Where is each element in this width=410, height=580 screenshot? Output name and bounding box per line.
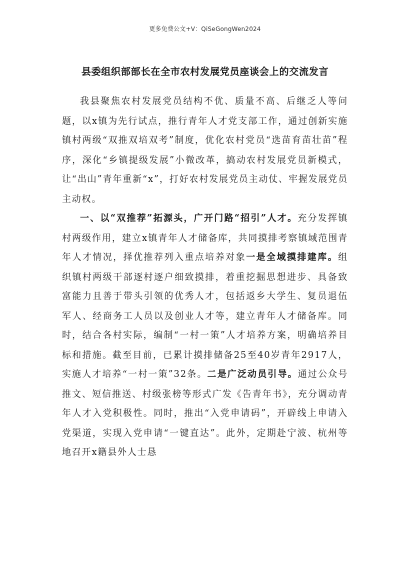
section-1-paragraph bbox=[62, 210, 348, 464]
section-1-heading: 一、以“双推荐”拓源头，广开门路“招引”人才。 bbox=[80, 214, 298, 224]
document-body bbox=[62, 93, 348, 464]
document-title: 县委组织部部长在全市农村发展党员座谈会上的交流发言 bbox=[81, 67, 329, 78]
section-1-text-a: 充分发挥镇村两级作用，建立x镇青年人才储备库，共同摸排考察镇域范围青年人才情况，择优推荐列入重点培养对象 bbox=[62, 214, 348, 263]
section-1-subheading-1: 一是全域摸排建库。 bbox=[246, 253, 339, 263]
intro-paragraph: 我县聚焦农村发展党员结构不优、质量不高、后继乏人等问题，以x镇为先行试点，推行青年人才党支部工作，通过创新实施镇村两级“双推双培双考”制度，优化农村党员“选苗育苗壮苗”程序，深化“乡镇提级发展”小微改革，搞动农村发展党员新模式，让“出山”青年重新“x”，打好农村发展党员主动仗、牢握发展党员主动权。 bbox=[62, 97, 348, 205]
section-1-text-b: 组织镇村两级干部逐村逐户细致摸排，着重挖掘思想进步、具备致富能力且善于带头引领的优秀人才，包括返乡大学生、复员退伍军人、经商务工人员以及创业人才等，建立青年人才储备库。同时，结合各村实际，编制“一村一策”人才培养方案，明确培养目标和措施。截至目前，已累计摸排储备25至40岁青年2917人，实施人才培养“一村一策”32条。 bbox=[62, 253, 348, 380]
section-1-subheading-2: 二是广泛动员引导。 bbox=[207, 370, 298, 380]
page-header: 更多免费公文+V：QiSeGongWen2024 bbox=[149, 26, 261, 33]
section-1-text-c: 通过公众号推文、短信推送、村级张榜等形式广发《告青年书》，充分调动青年人才入党积极性。同时，推出“入党申请码”，开辟线上申请入党渠道，实现入党申请“一键直达”。此外，定期赴宁波、杭州等地召开x籍县外人士恳 bbox=[62, 370, 348, 458]
